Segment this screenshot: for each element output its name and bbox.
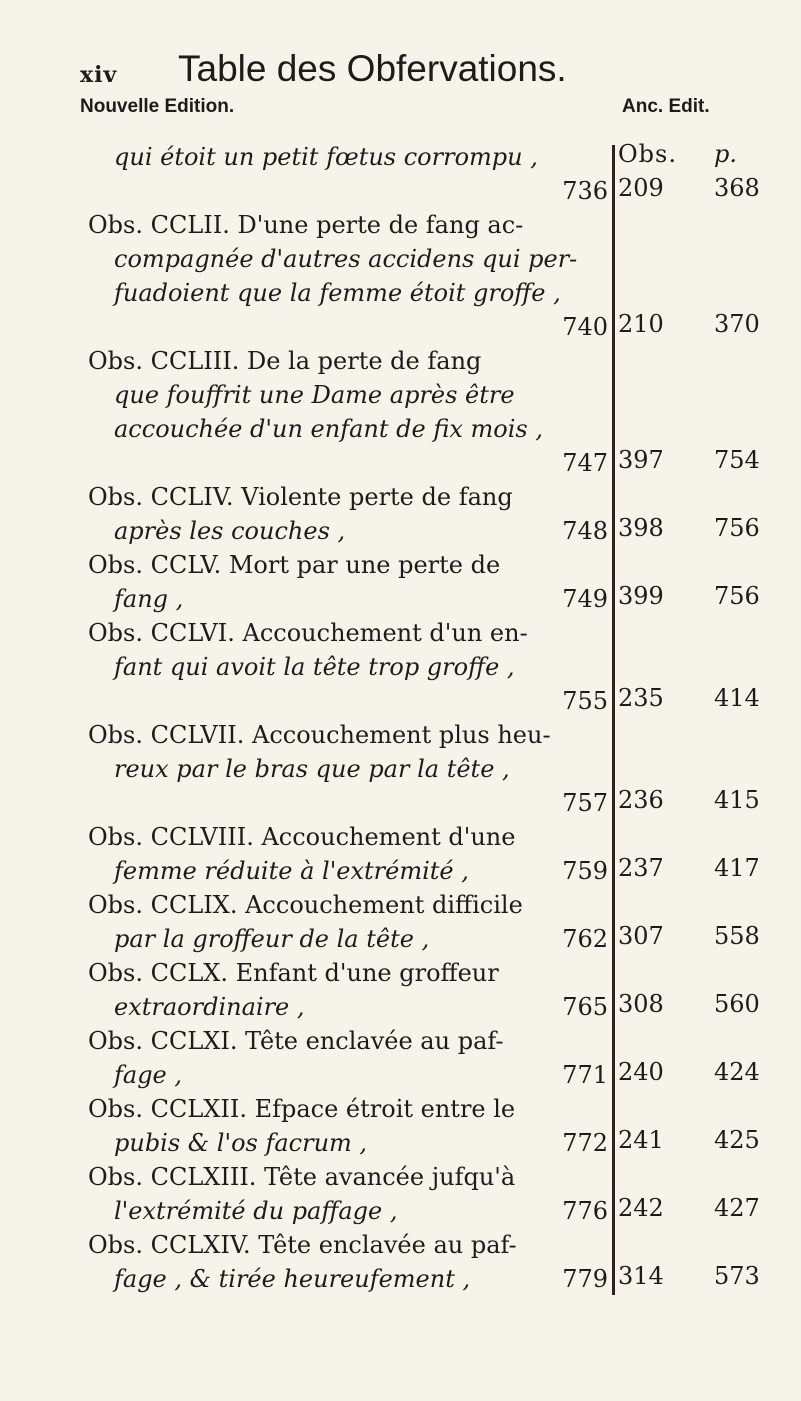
entry-text: extraordinaire , xyxy=(114,993,305,1021)
entry-text: après les couches , xyxy=(114,517,346,545)
entry-line xyxy=(88,582,608,616)
old-obs-number: 241 xyxy=(618,1126,664,1154)
old-obs-number: 397 xyxy=(618,446,664,474)
entry-line xyxy=(88,650,608,684)
entry-line xyxy=(88,1126,608,1160)
entry-line xyxy=(88,956,608,990)
old-obs-number: 399 xyxy=(618,582,664,610)
entry-line xyxy=(88,446,608,480)
old-obs-number: 314 xyxy=(618,1262,664,1290)
entry-line xyxy=(88,1058,608,1092)
entry-text: pubis & l'os facrum , xyxy=(114,1129,368,1157)
entry-line xyxy=(88,1024,608,1058)
entry-line xyxy=(88,1194,608,1228)
old-page-number: 424 xyxy=(714,1058,760,1086)
entry-text: compagnée d'autres accidens qui per- xyxy=(114,245,578,273)
subhead-old-edition: Anc. Edit. xyxy=(622,96,710,117)
entry-text: Obs. CCLIII. De la perte de fang xyxy=(88,347,482,375)
obs-column-head: Obs. xyxy=(618,140,677,168)
entry-text: fage , & tirée heureufement , xyxy=(114,1265,471,1293)
entry-line xyxy=(88,276,608,310)
page-number: 779 xyxy=(562,1265,608,1293)
entry-line xyxy=(88,514,608,548)
entry-text: Obs. CCLII. D'une perte de fang ac- xyxy=(88,211,524,239)
page-number: 765 xyxy=(562,993,608,1021)
old-page-number: 417 xyxy=(714,854,760,882)
entry-text: Obs. CCLVI. Accouchement d'un en- xyxy=(88,619,528,647)
entry-line xyxy=(88,752,608,786)
subhead-new-edition: Nouvelle Edition. xyxy=(80,96,235,117)
page-number: 736 xyxy=(562,177,608,205)
entry-text: que fouffrit une Dame après être xyxy=(114,381,515,409)
entry-line xyxy=(88,684,608,718)
old-obs-number: 307 xyxy=(618,922,664,950)
old-obs-number: 398 xyxy=(618,514,664,542)
column-rule xyxy=(612,145,615,1295)
entry-line xyxy=(88,1262,608,1296)
entry-text: qui étoit un petit fœtus corrompu , xyxy=(114,143,538,171)
old-page-number: 425 xyxy=(714,1126,760,1154)
page-number: 740 xyxy=(562,313,608,341)
old-obs-number: 237 xyxy=(618,854,664,882)
entry-text: par la groffeur de la tête , xyxy=(114,925,430,953)
entry-text: Obs. CCLVIII. Accouchement d'une xyxy=(88,823,516,851)
entry-line xyxy=(88,820,608,854)
old-page-number: 427 xyxy=(714,1194,760,1222)
old-page-number: 414 xyxy=(714,684,760,712)
entry-line xyxy=(88,854,608,888)
entry-text: Obs. CCLVII. Accouchement plus heu- xyxy=(88,721,551,749)
old-obs-number: 210 xyxy=(618,310,664,338)
old-page-number: 756 xyxy=(714,514,760,542)
page-number: 759 xyxy=(562,857,608,885)
entry-line xyxy=(88,344,608,378)
running-title: Table des Obfervations. xyxy=(178,48,567,89)
entry-text: l'extrémité du paffage , xyxy=(114,1197,398,1225)
old-obs-number: 209 xyxy=(618,174,664,202)
page-number: 772 xyxy=(562,1129,608,1157)
entry-line xyxy=(88,242,608,276)
old-page-number: 415 xyxy=(714,786,760,814)
old-obs-number: 308 xyxy=(618,990,664,1018)
entry-text: Obs. CCLXI. Tête enclavée au paf- xyxy=(88,1027,504,1055)
page-number: 757 xyxy=(562,789,608,817)
entry-line xyxy=(88,1160,608,1194)
entry-text: Obs. CCLX. Enfant d'une groffeur xyxy=(88,959,499,987)
entry-line xyxy=(88,922,608,956)
entry-text: fant qui avoit la tête trop groffe , xyxy=(114,653,515,681)
entry-line xyxy=(88,888,608,922)
entry-text: Obs. CCLXII. Efpace étroit entre le xyxy=(88,1095,516,1123)
entry-text: accouchée d'un enfant de fix mois , xyxy=(114,415,543,443)
entry-line xyxy=(88,990,608,1024)
old-page-number: 756 xyxy=(714,582,760,610)
entry-text: femme réduite à l'extrémité , xyxy=(114,857,469,885)
page-number: 762 xyxy=(562,925,608,953)
entry-line xyxy=(88,718,608,752)
entry-text: fuadoient que la femme étoit groffe , xyxy=(114,279,561,307)
entry-line xyxy=(88,412,608,446)
entry-text: Obs. CCLXIII. Tête avancée jufqu'à xyxy=(88,1163,516,1191)
entry-line xyxy=(88,174,608,208)
entry-line xyxy=(88,1228,608,1262)
old-page-number: 573 xyxy=(714,1262,760,1290)
entry-text: Obs. CCLIX. Accouchement difficile xyxy=(88,891,523,919)
table-body-column xyxy=(88,140,608,1296)
entry-text: fang , xyxy=(114,585,184,613)
entry-line xyxy=(88,208,608,242)
entry-text: Obs. CCLV. Mort par une perte de xyxy=(88,551,501,579)
old-obs-number: 236 xyxy=(618,786,664,814)
old-obs-number: 240 xyxy=(618,1058,664,1086)
entry-line xyxy=(88,140,608,174)
page-number: 776 xyxy=(562,1197,608,1225)
entry-text: Obs. CCLIV. Violente perte de fang xyxy=(88,483,513,511)
entry-line xyxy=(88,480,608,514)
page-folio: xiv xyxy=(80,62,118,88)
old-page-number: 370 xyxy=(714,310,760,338)
old-page-number: 754 xyxy=(714,446,760,474)
entry-text: Obs. CCLXIV. Tête enclavée au paf- xyxy=(88,1231,517,1259)
old-obs-number: 235 xyxy=(618,684,664,712)
page-number: 747 xyxy=(562,449,608,477)
page-number: 771 xyxy=(562,1061,608,1089)
entry-line xyxy=(88,786,608,820)
entry-line xyxy=(88,548,608,582)
entry-line xyxy=(88,616,608,650)
entry-text: fage , xyxy=(114,1061,183,1089)
page-number: 755 xyxy=(562,687,608,715)
page-number: 748 xyxy=(562,517,608,545)
entry-line xyxy=(88,1092,608,1126)
old-page-number: 368 xyxy=(714,174,760,202)
entry-line xyxy=(88,310,608,344)
old-obs-number: 242 xyxy=(618,1194,664,1222)
page-column-head: p. xyxy=(714,140,737,168)
entry-line xyxy=(88,378,608,412)
page-number: 749 xyxy=(562,585,608,613)
old-page-number: 560 xyxy=(714,990,760,1018)
entry-text: reux par le bras que par la tête , xyxy=(114,755,510,783)
old-page-number: 558 xyxy=(714,922,760,950)
